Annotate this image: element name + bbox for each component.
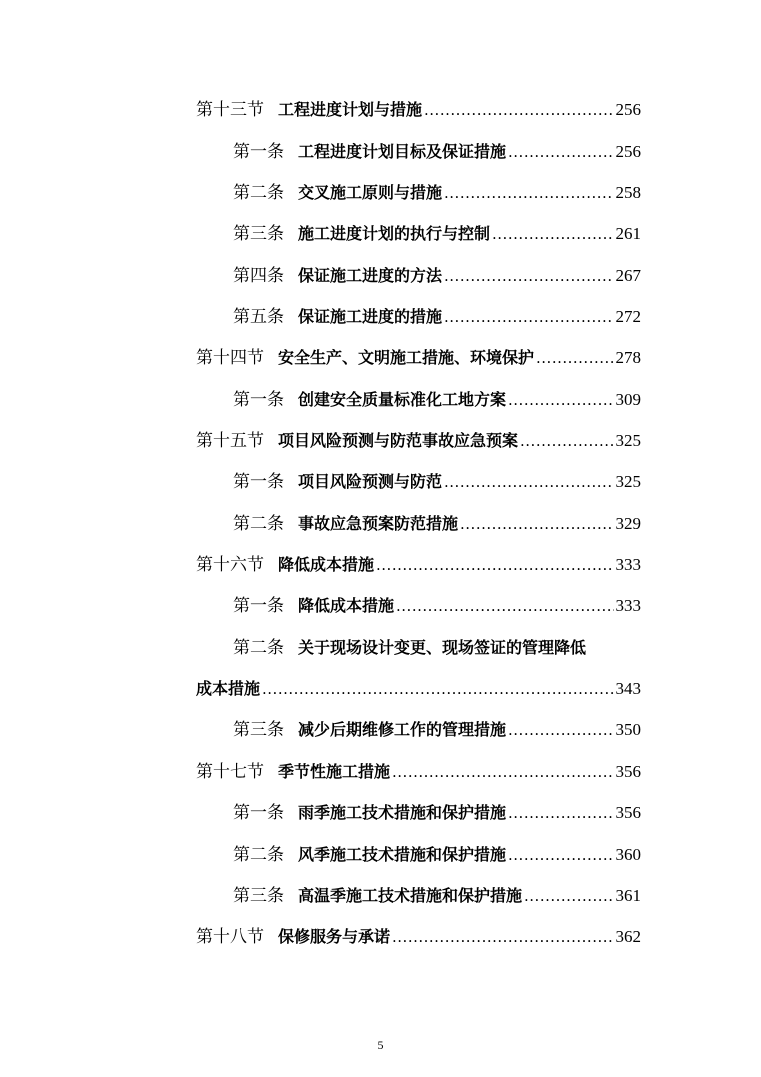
toc-entry-page: 360 xyxy=(615,845,641,864)
toc-entry-page: 350 xyxy=(615,720,641,739)
toc-dot-leader xyxy=(508,137,613,167)
toc-entry-number: 第一条 xyxy=(233,390,284,410)
toc-entry-page: 356 xyxy=(615,803,641,822)
toc-entry-title: 安全生产、文明施工措施、环境保护 xyxy=(278,348,535,367)
toc-dot-leader xyxy=(392,922,613,952)
toc-entry-title: 保证施工进度的方法 xyxy=(298,266,443,285)
toc-entry[interactable] xyxy=(233,302,641,332)
toc-dot-leader xyxy=(524,881,613,911)
toc-entry[interactable] xyxy=(196,95,641,125)
toc-entry-page: 256 xyxy=(615,142,641,161)
toc-entry[interactable] xyxy=(233,633,641,663)
toc-entry[interactable] xyxy=(196,426,641,456)
toc-entry-title: 减少后期维修工作的管理措施 xyxy=(298,720,507,739)
toc-entry-page: 356 xyxy=(615,762,641,781)
toc-entry[interactable] xyxy=(233,798,641,828)
toc-entry-page: 362 xyxy=(615,927,641,946)
toc-entry[interactable] xyxy=(233,509,641,539)
toc-dot-leader xyxy=(262,674,613,704)
toc-entry-number: 第十六节 xyxy=(196,555,264,575)
toc-entry-title: 风季施工技术措施和保护措施 xyxy=(298,845,507,864)
toc-entry[interactable] xyxy=(196,757,641,787)
toc-entry-title: 创建安全质量标准化工地方案 xyxy=(298,390,507,409)
toc-dot-leader xyxy=(444,467,613,497)
toc-entry-page: 258 xyxy=(615,183,641,202)
toc-entry-number: 第四条 xyxy=(233,266,284,286)
toc-entry[interactable] xyxy=(233,467,641,497)
toc-entry-page: 329 xyxy=(615,514,641,533)
toc-dot-leader xyxy=(424,95,613,125)
toc-entry-number: 第一条 xyxy=(233,472,284,492)
toc-entry-number: 第五条 xyxy=(233,307,284,327)
toc-dot-leader xyxy=(444,261,613,291)
toc-entry-page: 325 xyxy=(615,472,641,491)
toc-entry[interactable] xyxy=(233,261,641,291)
toc-entry[interactable] xyxy=(233,881,641,911)
toc-entry[interactable] xyxy=(233,591,641,621)
toc-entry-title: 工程进度计划目标及保证措施 xyxy=(298,142,507,161)
toc-dot-leader xyxy=(376,550,613,580)
toc-entry-number: 第十四节 xyxy=(196,348,264,368)
toc-entry-title: 雨季施工技术措施和保护措施 xyxy=(298,803,507,822)
toc-dot-leader xyxy=(508,840,613,870)
toc-entry-title: 关于现场设计变更、现场签证的管理降低 xyxy=(298,638,587,657)
toc-dot-leader xyxy=(444,302,613,332)
toc-entry-page: 272 xyxy=(615,307,641,326)
toc-entry-number: 第三条 xyxy=(233,886,284,906)
toc-entry[interactable] xyxy=(233,137,641,167)
toc-entry-number: 第十八节 xyxy=(196,927,264,947)
toc-entry-title: 保修服务与承诺 xyxy=(278,927,391,946)
toc-entry-title: 项目风险预测与防范事故应急预案 xyxy=(278,431,519,450)
toc-entry-number: 第十七节 xyxy=(196,762,264,782)
toc-entry[interactable] xyxy=(196,343,641,373)
toc-entry-page: 256 xyxy=(615,100,641,119)
toc-entry-title: 事故应急预案防范措施 xyxy=(298,514,459,533)
toc-dot-leader xyxy=(396,591,613,621)
toc-entry-number: 第十三节 xyxy=(196,100,264,120)
toc-entry-number: 第一条 xyxy=(233,596,284,616)
toc-entry[interactable] xyxy=(233,840,641,870)
toc-entry-number: 第二条 xyxy=(233,183,284,203)
toc-entry-page: 309 xyxy=(615,390,641,409)
toc-entry-title: 季节性施工措施 xyxy=(278,762,391,781)
toc-entry-number: 第二条 xyxy=(233,514,284,534)
toc-dot-leader xyxy=(508,385,613,415)
toc-entry-page: 278 xyxy=(615,348,641,367)
toc-entry-title: 项目风险预测与防范 xyxy=(298,472,443,491)
toc-dot-leader xyxy=(508,715,613,745)
toc-entry-title: 工程进度计划与措施 xyxy=(278,100,423,119)
toc-dot-leader xyxy=(536,343,613,373)
toc-entry-page: 361 xyxy=(615,886,641,905)
toc-entry-page: 325 xyxy=(615,431,641,450)
toc-entry-title: 交叉施工原则与措施 xyxy=(298,183,443,202)
toc-entry-number: 第三条 xyxy=(233,224,284,244)
toc-entry[interactable] xyxy=(233,385,641,415)
toc-entry[interactable] xyxy=(233,178,641,208)
toc-entry-page: 333 xyxy=(615,555,641,574)
toc-dot-leader xyxy=(520,426,613,456)
toc-entry-page: 333 xyxy=(615,596,641,615)
toc-entry-title: 降低成本措施 xyxy=(298,596,395,615)
toc-entry-continuation[interactable] xyxy=(196,674,641,704)
toc-entry-number: 第二条 xyxy=(233,845,284,865)
toc-entry-title: 高温季施工技术措施和保护措施 xyxy=(298,886,523,905)
toc-entry-page: 261 xyxy=(615,224,641,243)
toc-dot-leader xyxy=(492,219,613,249)
toc-dot-leader xyxy=(444,178,613,208)
toc-dot-leader xyxy=(508,798,613,828)
toc-entry[interactable] xyxy=(233,715,641,745)
toc-entry[interactable] xyxy=(233,219,641,249)
toc-entry[interactable] xyxy=(196,922,641,952)
page-number: 5 xyxy=(377,1038,384,1052)
toc-entry[interactable] xyxy=(196,550,641,580)
toc-dot-leader xyxy=(460,509,613,539)
toc-entry-title: 降低成本措施 xyxy=(278,555,375,574)
toc-entry-number: 第一条 xyxy=(233,803,284,823)
toc-dot-leader xyxy=(392,757,613,787)
toc-entry-number: 第二条 xyxy=(233,638,284,658)
toc-entry-title: 成本措施 xyxy=(196,679,261,698)
toc-entry-number: 第十五节 xyxy=(196,431,264,451)
toc-entry-title: 施工进度计划的执行与控制 xyxy=(298,224,491,243)
toc-entry-title: 保证施工进度的措施 xyxy=(298,307,443,326)
toc-entry-number: 第三条 xyxy=(233,720,284,740)
toc-entry-page: 267 xyxy=(615,266,641,285)
toc-entry-number: 第一条 xyxy=(233,142,284,162)
toc-entry-page: 343 xyxy=(615,679,641,698)
